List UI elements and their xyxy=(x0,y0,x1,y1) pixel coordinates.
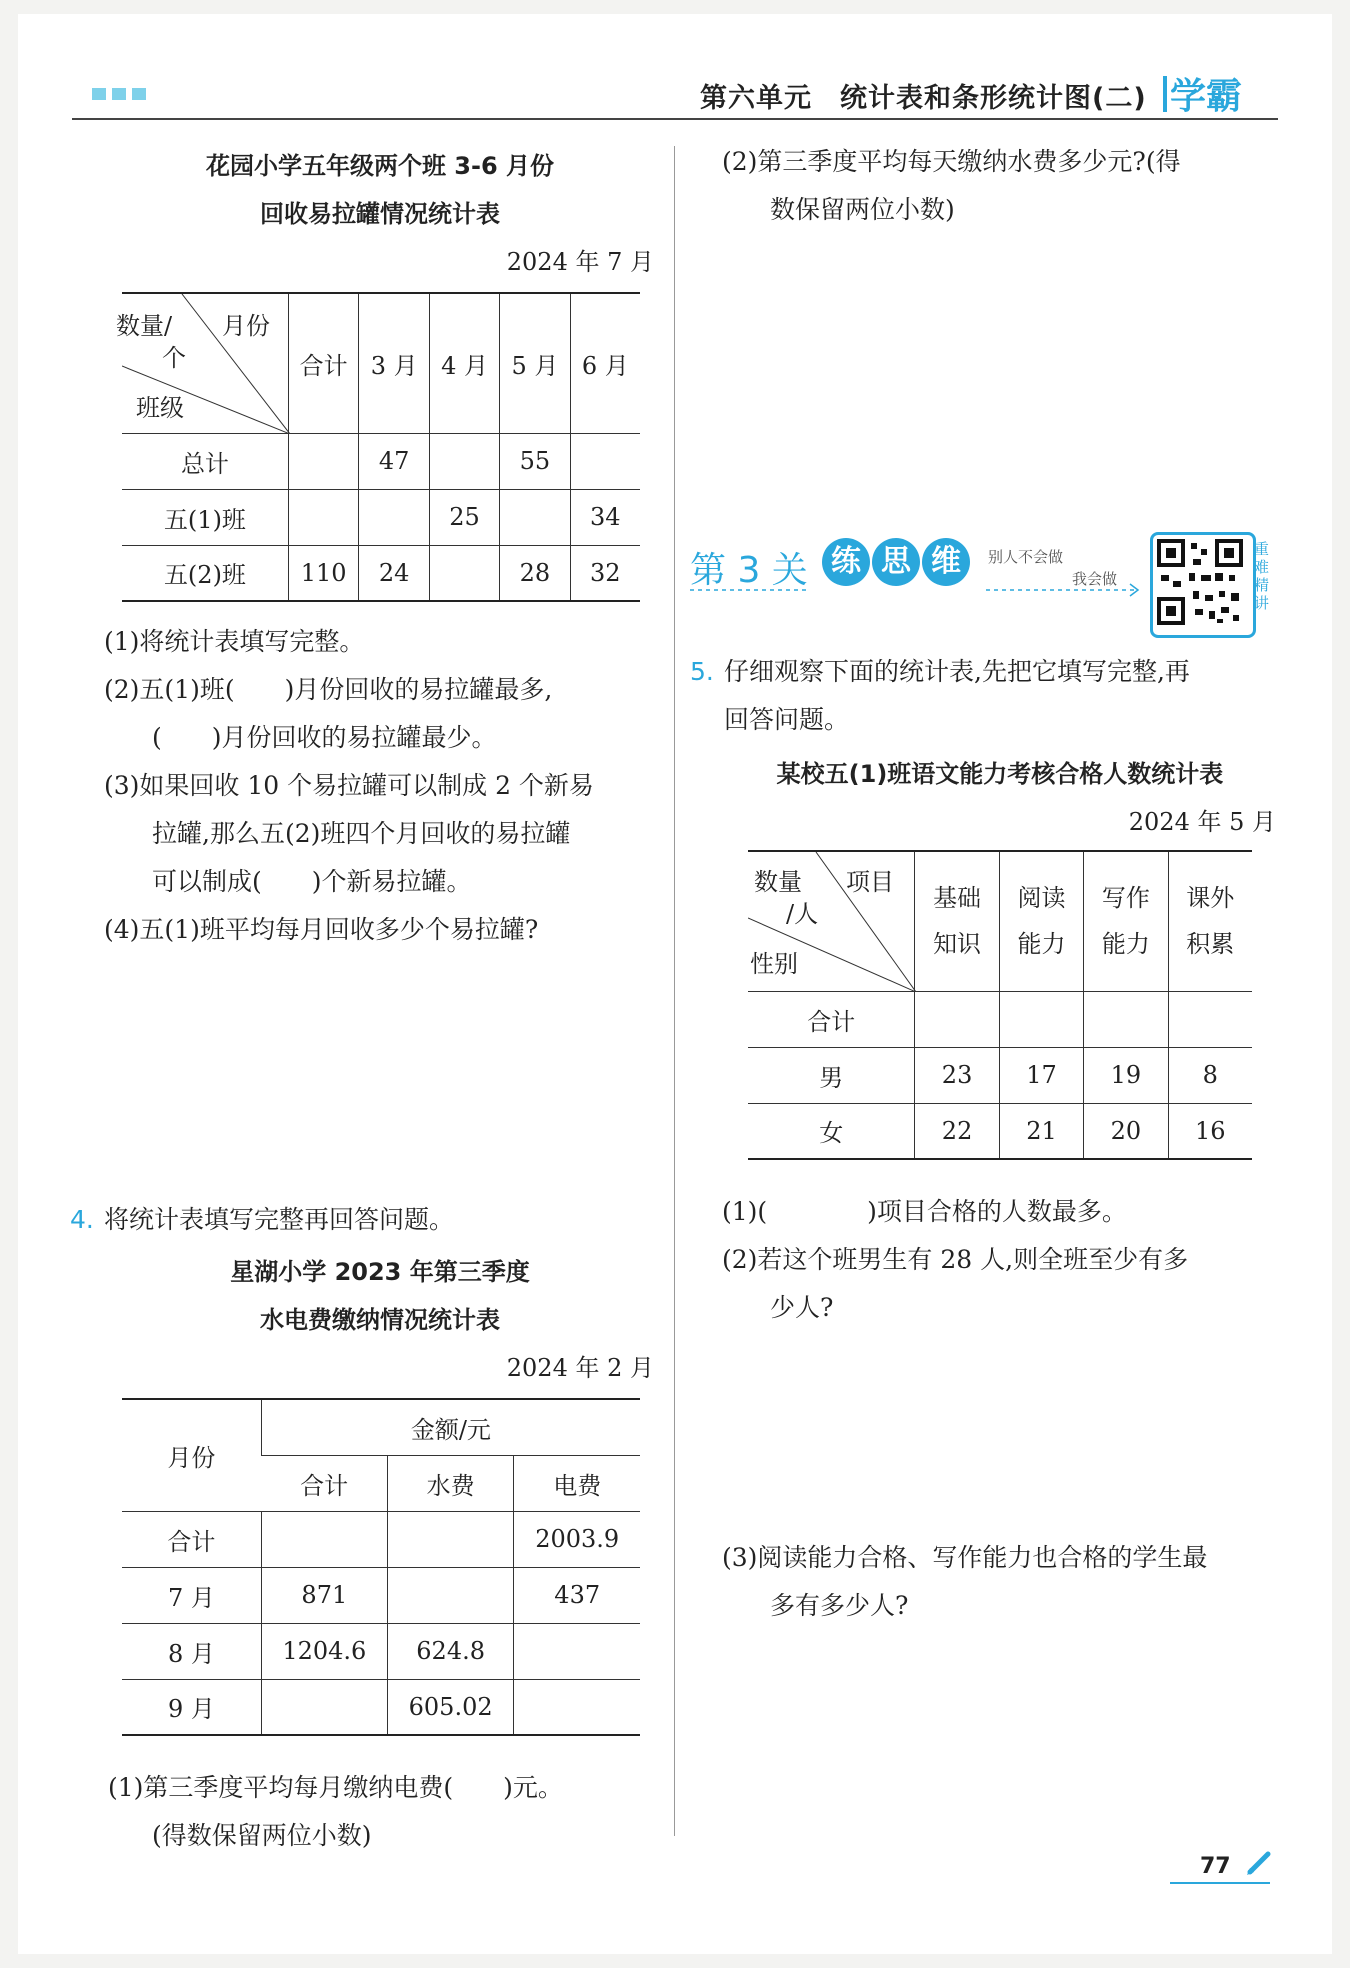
table3-col-writing: 写作 能力 xyxy=(1084,851,1168,991)
table1-cell xyxy=(288,489,359,545)
table3-cell: 16 xyxy=(1168,1103,1252,1159)
table1-corner-bottom: 班级 xyxy=(136,394,184,422)
q5-text-line1: 仔细观察下面的统计表,先把它填写完整,再 xyxy=(724,657,1190,686)
table1-cell: 55 xyxy=(500,433,570,489)
table2-cell: 871 xyxy=(261,1567,387,1623)
table1-cell xyxy=(429,433,499,489)
table1-cell xyxy=(500,489,570,545)
section-bubble: 思 xyxy=(872,538,920,586)
table2-cell: 605.02 xyxy=(387,1679,514,1735)
table3 xyxy=(748,850,1252,1160)
table3-cell xyxy=(1168,991,1252,1047)
table3-col-basic: 基础 知识 xyxy=(915,851,999,991)
header-rule xyxy=(72,118,1278,120)
table1-row-label: 五(1)班 xyxy=(122,489,288,545)
q5-number: 5. xyxy=(690,657,714,686)
table3-row-label: 男 xyxy=(748,1047,915,1103)
unit-title: 第六单元 统计表和条形统计图(二) xyxy=(700,83,1147,114)
table1-cell: 34 xyxy=(570,489,640,545)
section-dashes xyxy=(690,524,1150,604)
table1-cell: 32 xyxy=(570,545,640,601)
table3-corner-mid1: 数量 xyxy=(754,868,802,896)
q4-part2-line1: (2)第三季度平均每天缴纳水费多少元?(得 xyxy=(722,147,1181,176)
table2-cell xyxy=(387,1567,514,1623)
q5-text-line2: 回答问题。 xyxy=(724,705,850,734)
table3-cell xyxy=(999,991,1083,1047)
q3-part1: (1)将统计表填写完整。 xyxy=(104,627,365,656)
table2 xyxy=(122,1398,640,1736)
table2-row-label: 8 月 xyxy=(122,1623,261,1679)
header-decoration xyxy=(92,88,146,100)
table1-cell: 47 xyxy=(359,433,429,489)
table3-cell: 23 xyxy=(915,1047,999,1103)
table1-cell xyxy=(570,433,640,489)
table1-cell: 25 xyxy=(429,489,499,545)
q3-part4: (4)五(1)班平均每月回收多少个易拉罐? xyxy=(104,915,539,944)
table1-date: 2024 年 7 月 xyxy=(506,248,654,276)
table1-cell xyxy=(429,545,499,601)
table3-cell: 8 xyxy=(1168,1047,1252,1103)
table1-col-jun: 6 月 xyxy=(570,293,640,433)
table3-corner-top: 项目 xyxy=(846,868,894,896)
table3-cell xyxy=(1084,991,1168,1047)
table3-cell: 19 xyxy=(1084,1047,1168,1103)
table1-row-label: 五(2)班 xyxy=(122,545,288,601)
table1-cell: 110 xyxy=(288,545,359,601)
table3-cell: 22 xyxy=(915,1103,999,1159)
q5-part3-line2: 多有多少人? xyxy=(770,1591,909,1620)
table3-col-extracurricular: 课外 积累 xyxy=(1168,851,1252,991)
section-bubble: 练 xyxy=(822,538,870,586)
table1-cell xyxy=(288,433,359,489)
table1-cell: 28 xyxy=(500,545,570,601)
q5-part3-line1: (3)阅读能力合格、写作能力也合格的学生最 xyxy=(722,1543,1208,1572)
q3-part3-line1: (3)如果回收 10 个易拉罐可以制成 2 个新易 xyxy=(104,771,594,800)
page-number-rule xyxy=(1170,1882,1270,1884)
table2-cell xyxy=(261,1679,387,1735)
table1-col-apr: 4 月 xyxy=(429,293,499,433)
table3-title: 某校五(1)班语文能力考核合格人数统计表 xyxy=(776,760,1224,788)
table2-cell xyxy=(514,1679,640,1735)
table2-row-label: 7 月 xyxy=(122,1567,261,1623)
section-label: 第 3 关 xyxy=(690,550,808,591)
table3-cell xyxy=(915,991,999,1047)
q4-text: 将统计表填写完整再回答问题。 xyxy=(104,1205,455,1234)
q4-number: 4. xyxy=(70,1205,94,1234)
table1-cell xyxy=(359,489,429,545)
table2-col-water: 水费 xyxy=(387,1455,514,1511)
table3-date: 2024 年 5 月 xyxy=(1128,808,1276,836)
table1-col-total: 合计 xyxy=(288,293,359,433)
table2-cell: 1204.6 xyxy=(261,1623,387,1679)
table1 xyxy=(116,292,640,602)
q5-part2-line1: (2)若这个班男生有 28 人,则全班至少有多 xyxy=(722,1245,1189,1274)
q3-part2-line2: ( )月份回收的易拉罐最少。 xyxy=(152,723,497,752)
section-tag1: 别人不会做 xyxy=(988,548,1064,566)
table2-title-line1: 星湖小学 2023 年第三季度 xyxy=(230,1258,530,1286)
table2-title-line2: 水电费缴纳情况统计表 xyxy=(260,1306,500,1334)
q4-part2-line2: 数保留两位小数) xyxy=(770,195,955,224)
table2-row-label: 9 月 xyxy=(122,1679,261,1735)
section-side-text: 重难精讲 xyxy=(1254,540,1270,612)
qr-code-icon[interactable] xyxy=(1150,532,1256,638)
q4-part1-line1: (1)第三季度平均每月缴纳电费( )元。 xyxy=(108,1773,563,1802)
q3-part2-line1: (2)五(1)班( )月份回收的易拉罐最多, xyxy=(104,675,553,704)
brand-divider xyxy=(1163,76,1167,112)
table2-group-header: 金额/元 xyxy=(261,1399,640,1455)
q4-part1-line2: (得数保留两位小数) xyxy=(152,1821,372,1850)
table2-row-label: 合计 xyxy=(122,1511,261,1567)
table1-corner-top: 月份 xyxy=(222,312,270,340)
section-tag2: 我会做 xyxy=(1072,570,1118,588)
table1-corner-mid1: 数量/ xyxy=(116,312,173,340)
table2-date: 2024 年 2 月 xyxy=(506,1354,654,1382)
table3-corner-mid2: /人 xyxy=(786,900,819,928)
pencil-icon xyxy=(1244,1848,1274,1878)
table2-cell xyxy=(261,1511,387,1567)
table3-cell: 20 xyxy=(1084,1103,1168,1159)
table2-col-electric: 电费 xyxy=(514,1455,640,1511)
table2-cell xyxy=(387,1511,514,1567)
table1-row-label: 总计 xyxy=(122,433,288,489)
table2-cell: 437 xyxy=(514,1567,640,1623)
table1-title-line2: 回收易拉罐情况统计表 xyxy=(260,200,500,228)
q5-part2-line2: 少人? xyxy=(770,1293,834,1322)
table1-col-may: 5 月 xyxy=(500,293,570,433)
table2-row-header: 月份 xyxy=(122,1399,261,1511)
table1-col-mar: 3 月 xyxy=(359,293,429,433)
section-bubble: 维 xyxy=(922,538,970,586)
table3-corner-bottom: 性别 xyxy=(750,950,798,978)
q3-part3-line3: 可以制成( )个新易拉罐。 xyxy=(152,867,472,896)
table3-corner-cell xyxy=(748,851,915,991)
brand-logo: 学霸 xyxy=(1170,76,1243,117)
q5-part1: (1)( )项目合格的人数最多。 xyxy=(722,1197,1127,1226)
table2-cell xyxy=(514,1623,640,1679)
table2-col-total: 合计 xyxy=(261,1455,387,1511)
table1-corner-mid2: 个 xyxy=(162,344,186,372)
table3-col-reading: 阅读 能力 xyxy=(999,851,1083,991)
table2-cell: 624.8 xyxy=(387,1623,514,1679)
table1-cell: 24 xyxy=(359,545,429,601)
table3-cell: 21 xyxy=(999,1103,1083,1159)
table3-row-label: 女 xyxy=(748,1103,915,1159)
table2-cell: 2003.9 xyxy=(514,1511,640,1567)
table3-row-label: 合计 xyxy=(748,991,915,1047)
table3-cell: 17 xyxy=(999,1047,1083,1103)
table1-corner-cell xyxy=(116,293,288,433)
table1-title-line1: 花园小学五年级两个班 3-6 月份 xyxy=(205,152,555,180)
column-divider xyxy=(674,146,675,1836)
q3-part3-line2: 拉罐,那么五(2)班四个月回收的易拉罐 xyxy=(152,819,571,848)
page-number: 77 xyxy=(1200,1854,1231,1879)
